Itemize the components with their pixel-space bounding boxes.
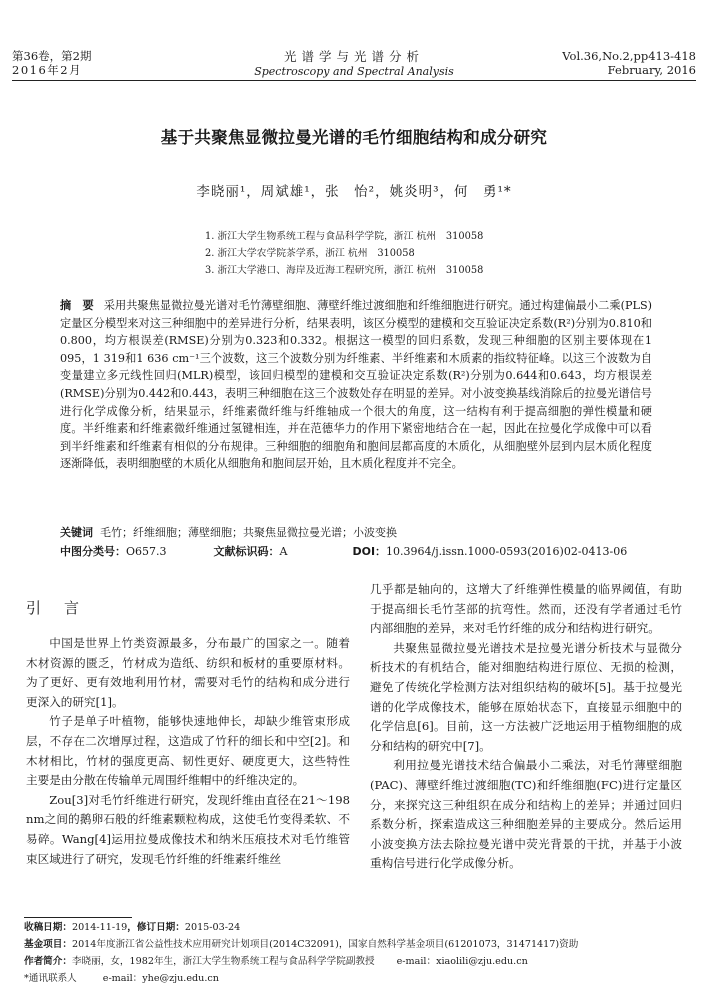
abstract-label: 摘 要: [60, 299, 94, 312]
footnote-rule: [24, 917, 132, 918]
paragraph-continued: 几乎都是轴向的，这增大了纤维弹性模量的临界阈值，有助于提高细长毛竹茎部的抗弯性。然而，还没有学者通过毛竹内部细胞的差异，来对毛竹纤维的成分和结构进行研究。: [370, 582, 682, 636]
header-journal-en: Spectroscopy and Spectral Analysis: [254, 65, 454, 78]
footnote-bio: [24, 954, 704, 971]
abstract-text: 采用共聚焦显微拉曼光谱对毛竹薄壁细胞、薄壁纤维过渡细胞和纤维细胞进行研究。通过构建偏最小二乘(PLS)定量区分模型来对这三种细胞中的差异进行分析，结果表明，该区分模型的建模和交互验证决定系数(R²)分别为0.810和0.800，均方根误差(RMSE)分别为0.323和0.332。根据这一模型的回归系数，发现三种细胞的区别主要体现在1 095，1 319和1 636 cm⁻¹三个波数，这三个波数分别为纤维素、半纤维素和木质素的指纹特征峰。以这三个波数为自变量建立多元线性回归(MLR)模型，该回归模型的建模和交互验证决定系数(R²)分别为0.644和0.643，均方根误差(RMSE)分别为0.442和0.443，表明三种细胞在这三个波数处存在明显的差异。对小波变换基线消除后的拉曼光谱信号进行化学成像分析，结果显示，纤维素微纤维与纤维轴成一个很大的角度，这一结构有利于提高细胞的弹性模量和硬度。半纤维素和纤维素微纤维通过氢键相连，并在范德华力的作用下紧密地结合在一起，因此在拉曼化学成像中可以看到半纤维素和纤维素有相似的分布规律。三种细胞的细胞角和胞间层都高度的木质化，从细胞壁外层到内层木质化程度逐渐降低，表明细胞壁的木质化从细胞角和胞间层开始，且木质化程度并不完全。: [60, 299, 652, 471]
header-month-year: February, 2016: [607, 63, 696, 77]
doi-value: 10.3964/j.issn.1000-0593(2016)02-0413-06: [386, 545, 628, 558]
header-volume-issue: 第36卷，第2期: [12, 49, 92, 63]
keywords: [60, 524, 660, 542]
fund-label: 基金项目：: [24, 939, 72, 950]
abstract: [60, 297, 652, 473]
affiliation-1: 1. 浙江大学生物系统工程与食品科学学院，浙江 杭州 310058: [205, 231, 484, 242]
revised-label: ，修订日期：: [127, 922, 185, 933]
corresponding-label: *通讯联系人: [24, 973, 77, 984]
right-column: [370, 580, 682, 874]
keywords-text: 毛竹；纤维细胞；薄壁细胞；共聚焦显微拉曼光谱；小波变换: [100, 526, 397, 539]
corresponding-email: e-mail：yhe@zju.edu.cn: [102, 973, 219, 984]
doc-code-label: 文献标识码：: [213, 545, 280, 558]
affiliation-3: 3. 浙江大学港口、海岸及近海工程研究所，浙江 杭州 310058: [205, 265, 484, 276]
received-label: 收稿日期：: [24, 922, 72, 933]
header-journal-cn: 光谱学与光谱分析: [283, 49, 424, 64]
classification-line: [60, 543, 660, 561]
footnote-corresponding: [24, 971, 704, 988]
paragraph: 竹子是单子叶植物，能够快速地伸长，却缺少维管束形成层，不存在二次增厚过程，这造成了竹秆的细长和中空[2]。和木材相比，竹材的强度更高、韧性更好、硬度更大，这些特性主要是由分散在传输单元周围纤维帽中的纤维决定的。: [26, 714, 350, 788]
bio-label: 作者简介：: [24, 956, 72, 967]
received-date: 2014-11-19: [71, 922, 128, 933]
paragraph: 共聚焦显微拉曼光谱技术是拉曼光谱分析技术与显微分析技术的有机结合，能对细胞结构进行原位、无损的检测，避免了传统化学检测方法对组织结构的破坏[5]。基于拉曼光谱的化学成像技术，能够在原始状态下，直接显示细胞中的化学信息[6]。目前，这一方法被广泛地运用于植物细胞的成分和结构的研究中[7]。: [370, 640, 682, 753]
paragraph: 中国是世界上竹类资源最多，分布最广的国家之一。随着木材资源的匮乏，竹材成为造纸、纺织和板材的重要原材料。为了更好、更有效地利用竹材，需要对毛竹的结构和成分进行更深入的研究[1]。: [26, 636, 350, 709]
bio-email: e-mail：xiaolili@zju.edu.cn: [396, 956, 528, 967]
header-vol-pages: Vol.36,No.2,pp413-418: [562, 49, 696, 63]
clc-label: 中图分类号：: [60, 545, 126, 558]
section-title-introduction: 引 言: [26, 599, 84, 617]
bio-text: 李晓丽，女，1982年生，浙江大学生物系统工程与食品科学学院副教授: [71, 956, 375, 967]
revised-date: 2015-03-24: [184, 922, 241, 933]
doi-label: DOI：: [352, 545, 387, 558]
paragraph: 利用拉曼光谱技术结合偏最小二乘法，对毛竹薄壁细胞(PAC)、薄壁纤维过渡细胞(TC)和纤维细胞(FC)进行定量区分，来探究这三种组织在成分和结构上的差异；并通过回归系数分析，探索造成这三种细胞差异的主要成分。然后运用小波变换方法去除拉曼光谱中荧光背景的干扰，并基于小波重构信号进行化学成像分析。: [370, 758, 682, 871]
author-list: 李晓丽¹，周斌雄¹，张 怡²，姚炎明³，何 勇¹*: [196, 184, 512, 200]
clc-value: O657.3: [126, 545, 167, 558]
footnote-dates: [24, 920, 704, 937]
left-column: [26, 634, 350, 869]
fund-text: 2014年度浙江省公益性技术应用研究计划项目(2014C32091)，国家自然科学基金项目(61201073，31471417)资助: [71, 939, 579, 950]
footnote-fund: [24, 937, 704, 954]
keywords-label: 关键词: [60, 526, 93, 539]
affiliation-2: 2. 浙江大学农学院茶学系，浙江 杭州 310058: [205, 248, 415, 259]
header-date: 2016年2月: [12, 63, 83, 77]
paragraph: Zou[3]对毛竹纤维进行研究，发现纤维由直径在21～198 nm之间的鹅卵石般的纤维素颗粒构成，这使毛竹变得柔软、不易碎。Wang[4]运用拉曼成像技术和纳米压痕技术对毛竹维管束区域进行了研究，发现毛竹纤维的纤维素纤维丝: [26, 792, 350, 866]
doc-code-value: A: [279, 545, 288, 558]
header-rule: [12, 80, 696, 81]
paper-title: 基于共聚焦显微拉曼光谱的毛竹细胞结构和成分研究: [160, 128, 548, 147]
